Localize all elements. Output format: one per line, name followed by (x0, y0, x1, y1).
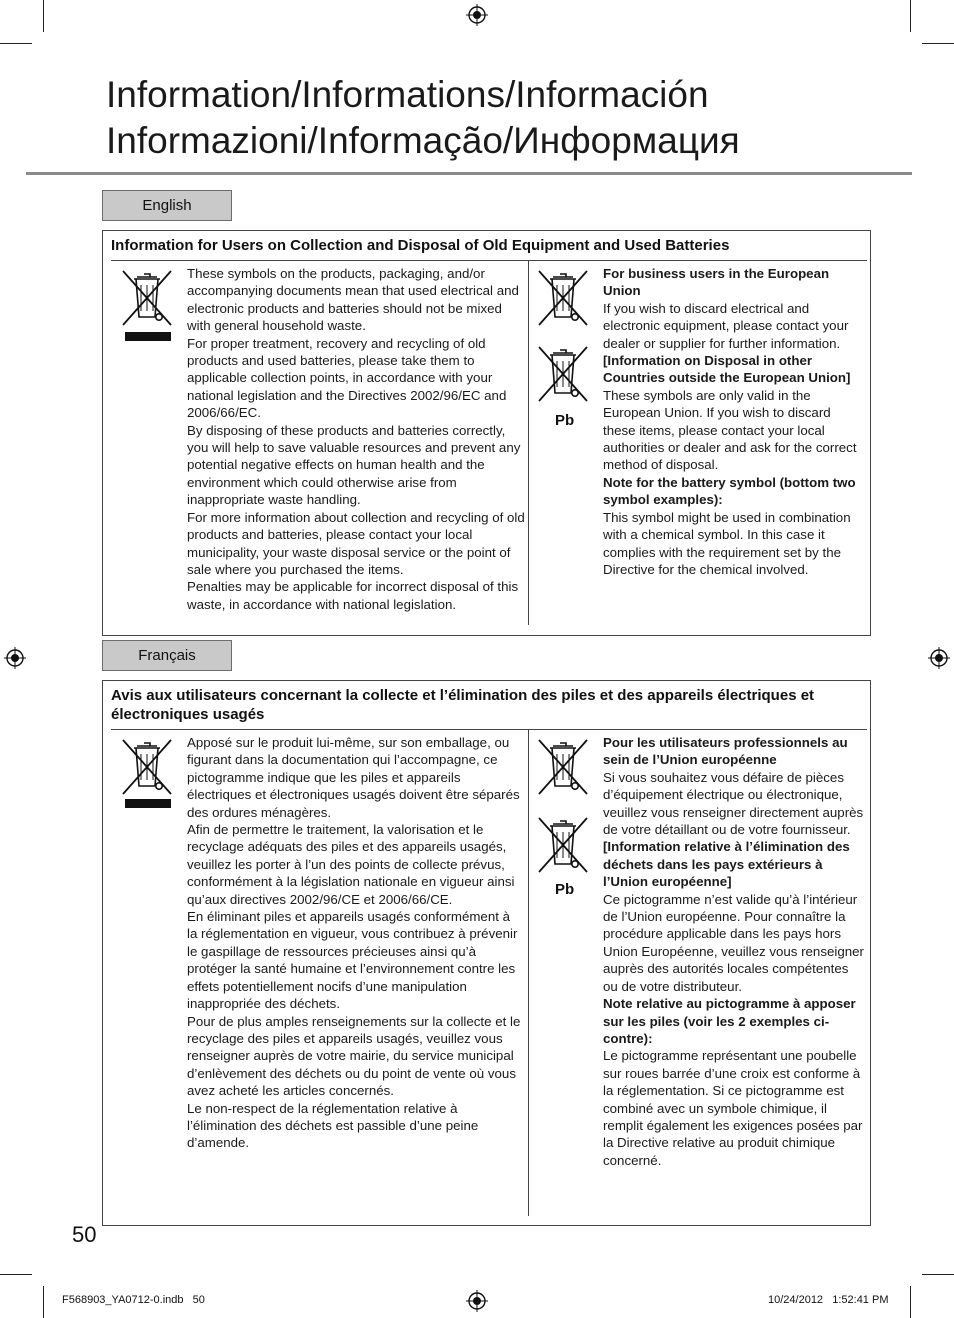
crop-mark (922, 43, 954, 44)
crop-mark (922, 1274, 954, 1275)
paragraph: Pour de plus amples renseignements sur la collecte et le recyclage des piles et appareils usagés, veuillez vous renseigner auprès de votre mairie, du service municipal d’enlèvement des déchets ou du point de vente où vous avez acheté les articles concernés. (187, 1013, 521, 1099)
english-section (102, 230, 871, 636)
crossed-out-wheeled-bin-icon (535, 814, 591, 876)
paragraph: These symbols on the products, packaging, and/or accompanying documents mean that used electrical and electronic products and batteries should not be mixed with general household waste. (187, 266, 519, 334)
page-title-line: Information/Informations/Información (106, 74, 709, 115)
subheading: Note for the battery symbol (bottom two symbol examples): (603, 474, 856, 508)
page-title-line: Informazioni/Informação/Информация (106, 120, 740, 161)
crop-mark (43, 0, 44, 32)
english-left-text (187, 265, 525, 613)
crop-mark (910, 1286, 911, 1318)
column-divider (528, 261, 529, 625)
paragraph: For proper treatment, recovery and recycling of old products and used batteries, please take them to applicable collection points, in accordance with your national legislation and the Directives 2002/96/EC and 2006/66/EC. (187, 335, 507, 421)
paragraph: This symbol might be used in combination with a chemical symbol. In this case it complies with the requirement set by the Directive for the chemical involved. (603, 509, 851, 577)
crop-mark (43, 1286, 44, 1318)
heading-rule (111, 729, 867, 730)
crossed-out-wheeled-bin-icon (119, 267, 175, 329)
paragraph: Afin de permettre le traitement, la valorisation et le recyclage adéquats des piles et des appareils usagés, veuillez les porter à l’un des points de collecte prévus, conformément à la législation nationale en vigueur ainsi qu’aux directives 2002/96/CE et 2006/66/CE. (187, 822, 515, 907)
crossed-out-wheeled-bin-icon (535, 267, 591, 329)
paragraph: En éliminant piles et appareils usagés conformément à la réglementation en vigueur, vous contribuez à prévenir le gaspillage de ressources précieuses ainsi qu’à protéger la santé humaine et l’environnement contre les effets potentiellement nocifs d’une manipulation inappropriée des déchets. (187, 909, 518, 1012)
section-heading: Avis aux utilisateurs concernant la collecte et l’élimination des piles et des appareils électriques et électroniques usagés (111, 687, 815, 723)
francais-section (102, 680, 871, 1226)
language-tab-francais: Français (102, 640, 232, 671)
subheading: Pour les utilisateurs professionnels au sein de l’Union européenne (603, 735, 848, 768)
paragraph: Si vous souhaitez vous défaire de pièces d’équipement électrique ou électronique, veuillez vous renseigner directement auprès de votre détaillant ou de votre fournisseur. (603, 769, 864, 838)
english-right-text (603, 265, 865, 578)
registration-mark-icon (466, 4, 488, 26)
crossed-out-wheeled-bin-icon (535, 343, 591, 405)
crossed-out-wheeled-bin-icon (119, 736, 175, 798)
heading-rule (111, 260, 867, 261)
registration-mark-icon (466, 1290, 488, 1312)
crop-mark (910, 0, 911, 32)
subheading: [Information on Disposal in other Countries outside the European Union] (603, 353, 851, 386)
paragraph: Ce pictogramme n’est valide qu’à l’intérieur de l’Union européenne. Pour connaître la procédure applicable dans les pays hors Union Européenne, veuillez vous renseigner auprès des autorités locales compétentes ou de votre distributeur. (603, 891, 864, 994)
francais-right-text (603, 734, 865, 1169)
symbol-bar (125, 332, 171, 341)
subheading: Note relative au pictogramme à apposer sur les piles (voir les 2 exemples ci-contre): (603, 996, 856, 1046)
francais-left-text (187, 734, 521, 1152)
paragraph: Le pictogramme représentant une poubelle sur roues barrée d’une croix est conforme à la réglementation. Si ce pictogramme est combiné avec un symbole chimique, il remplit également les exigences posées par la Directive relative au produit chimique concerné. (603, 1048, 863, 1168)
title-rule (26, 172, 912, 175)
footer-datetime: 10/24/2012 1:52:41 PM (768, 1294, 889, 1306)
section-heading: Information for Users on Collection and Disposal of Old Equipment and Used Batteries (111, 237, 730, 254)
paragraph: Le non-respect de la réglementation relative à l’élimination des déchets est passible d’une peine d’amende. (187, 1100, 479, 1151)
column-divider (528, 730, 529, 1216)
paragraph: Penalties may be applicable for incorrect disposal of this waste, in accordance with national legislation. (187, 579, 519, 612)
paragraph: By disposing of these products and batteries correctly, you will help to save valuable resources and prevent any potential negative effects on human health and the environment which could otherwise arise from inappropriate waste handling. (187, 422, 521, 508)
paragraph: For more information about collection and recycling of old products and batteries, please contact your local municipality, your waste disposal service or the point of sale where you purchased the items. (187, 509, 525, 577)
page-number: 50 (72, 1222, 97, 1247)
crop-mark (0, 1274, 32, 1275)
paragraph: These symbols are only valid in the European Union. If you wish to discard these items, please contact your local authorities or dealer and ask for the correct method of disposal. (603, 387, 857, 473)
chemical-symbol-pb: Pb (555, 881, 575, 898)
chemical-symbol-pb: Pb (555, 412, 575, 429)
crossed-out-wheeled-bin-icon (535, 736, 591, 798)
paragraph: If you wish to discard electrical and electronic equipment, please contact your dealer or supplier for further information. (603, 300, 849, 351)
language-tab-english: English (102, 190, 232, 221)
footer-file-info: F568903_YA0712-0.indb 50 (62, 1294, 205, 1306)
subheading: [Information relative à l’élimination des déchets dans les pays extérieurs à l’Union européenne] (603, 839, 850, 890)
crop-mark (0, 43, 32, 44)
registration-mark-icon (4, 647, 26, 669)
symbol-bar (125, 799, 171, 808)
registration-mark-icon (928, 647, 950, 669)
subheading: For business users in the European Union (603, 266, 830, 299)
paragraph: Apposé sur le produit lui-même, sur son emballage, ou figurant dans la documentation qui l’accompagne, ce pictogramme indique que les piles et appareils électriques et électroniques usagés doivent être séparés des ordures ménagères. (187, 735, 520, 820)
page-title (106, 72, 906, 164)
